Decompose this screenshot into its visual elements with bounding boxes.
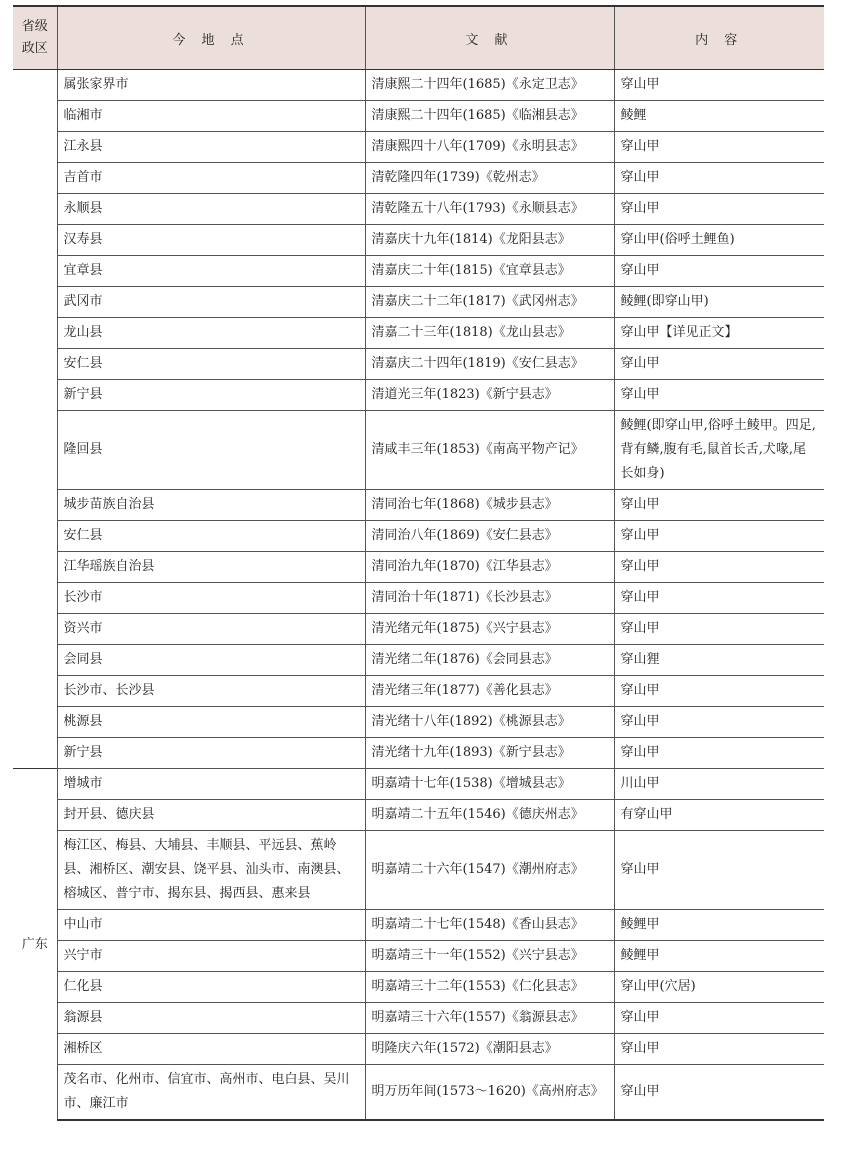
doc-cell: 清嘉庆十九年(1814)《龙阳县志》 bbox=[365, 225, 614, 256]
table-row bbox=[13, 769, 824, 800]
content-cell: 穿山甲 bbox=[614, 349, 824, 380]
content-cell: 穿山甲 bbox=[614, 831, 824, 910]
place-cell: 隆回县 bbox=[57, 411, 365, 490]
place-cell: 吉首市 bbox=[57, 163, 365, 194]
place-cell: 龙山县 bbox=[57, 318, 365, 349]
table-row bbox=[13, 521, 824, 552]
content-cell: 川山甲 bbox=[614, 769, 824, 800]
doc-cell: 清嘉二十三年(1818)《龙山县志》 bbox=[365, 318, 614, 349]
table-row bbox=[13, 490, 824, 521]
content-cell: 有穿山甲 bbox=[614, 800, 824, 831]
table-row bbox=[13, 349, 824, 380]
place-cell: 翁源县 bbox=[57, 1003, 365, 1034]
place-cell: 安仁县 bbox=[57, 521, 365, 552]
doc-cell: 清康熙二十四年(1685)《永定卫志》 bbox=[365, 70, 614, 101]
doc-cell: 清光绪元年(1875)《兴宁县志》 bbox=[365, 614, 614, 645]
content-cell: 鲮鲤 bbox=[614, 101, 824, 132]
place-cell: 资兴市 bbox=[57, 614, 365, 645]
doc-cell: 清嘉庆二十年(1815)《宜章县志》 bbox=[365, 256, 614, 287]
place-cell: 中山市 bbox=[57, 910, 365, 941]
place-cell: 武冈市 bbox=[57, 287, 365, 318]
place-cell: 新宁县 bbox=[57, 738, 365, 769]
table-row bbox=[13, 1003, 824, 1034]
content-cell: 穿山甲 bbox=[614, 1034, 824, 1065]
doc-cell: 明嘉靖三十二年(1553)《仁化县志》 bbox=[365, 972, 614, 1003]
table-row bbox=[13, 800, 824, 831]
table-row bbox=[13, 101, 824, 132]
place-cell: 江永县 bbox=[57, 132, 365, 163]
place-cell: 临湘市 bbox=[57, 101, 365, 132]
content-cell: 穿山甲 bbox=[614, 707, 824, 738]
place-cell: 会同县 bbox=[57, 645, 365, 676]
content-cell: 穿山甲 bbox=[614, 256, 824, 287]
table-row bbox=[13, 910, 824, 941]
table-header bbox=[13, 6, 824, 70]
table-row bbox=[13, 287, 824, 318]
place-cell: 仁化县 bbox=[57, 972, 365, 1003]
place-cell: 江华瑶族自治县 bbox=[57, 552, 365, 583]
table-row bbox=[13, 380, 824, 411]
province-cell: 广东 bbox=[13, 769, 57, 1121]
doc-cell: 清同治十年(1871)《长沙县志》 bbox=[365, 583, 614, 614]
content-cell: 穿山甲 bbox=[614, 552, 824, 583]
doc-cell: 明万历年间(1573～1620)《高州府志》 bbox=[365, 1065, 614, 1121]
content-cell: 鲮鲤甲 bbox=[614, 910, 824, 941]
doc-cell: 明嘉靖三十六年(1557)《翁源县志》 bbox=[365, 1003, 614, 1034]
content-cell: 穿山甲 bbox=[614, 163, 824, 194]
place-cell: 新宁县 bbox=[57, 380, 365, 411]
content-cell: 穿山甲 bbox=[614, 194, 824, 225]
table-row bbox=[13, 738, 824, 769]
content-cell: 鲮鲤(即穿山甲,俗呼土鲮甲。四足,背有鳞,腹有毛,鼠首长舌,犬喙,尾长如身) bbox=[614, 411, 824, 490]
doc-cell: 清咸丰三年(1853)《南高平物产记》 bbox=[365, 411, 614, 490]
table-row bbox=[13, 1034, 824, 1065]
content-cell: 穿山狸 bbox=[614, 645, 824, 676]
place-cell: 属张家界市 bbox=[57, 70, 365, 101]
doc-cell: 明嘉靖二十七年(1548)《香山县志》 bbox=[365, 910, 614, 941]
doc-cell: 明嘉靖二十六年(1547)《潮州府志》 bbox=[365, 831, 614, 910]
doc-cell: 清光绪三年(1877)《善化县志》 bbox=[365, 676, 614, 707]
table-row bbox=[13, 163, 824, 194]
province-cell bbox=[13, 70, 57, 769]
table-row bbox=[13, 941, 824, 972]
doc-cell: 明嘉靖三十一年(1552)《兴宁县志》 bbox=[365, 941, 614, 972]
doc-cell: 清光绪十八年(1892)《桃源县志》 bbox=[365, 707, 614, 738]
doc-cell: 清光绪十九年(1893)《新宁县志》 bbox=[365, 738, 614, 769]
table-row bbox=[13, 552, 824, 583]
place-cell: 湘桥区 bbox=[57, 1034, 365, 1065]
place-cell: 城步苗族自治县 bbox=[57, 490, 365, 521]
doc-cell: 明嘉靖二十五年(1546)《德庆州志》 bbox=[365, 800, 614, 831]
doc-cell: 清同治九年(1870)《江华县志》 bbox=[365, 552, 614, 583]
place-cell: 茂名市、化州市、信宜市、高州市、电白县、吴川市、廉江市 bbox=[57, 1065, 365, 1121]
doc-cell: 清康熙二十四年(1685)《临湘县志》 bbox=[365, 101, 614, 132]
place-cell: 长沙市、长沙县 bbox=[57, 676, 365, 707]
table-row bbox=[13, 707, 824, 738]
content-cell: 穿山甲【详见正文】 bbox=[614, 318, 824, 349]
header-content: 内 容 bbox=[614, 6, 824, 70]
place-cell: 安仁县 bbox=[57, 349, 365, 380]
table-row bbox=[13, 831, 824, 910]
header-place: 今 地 点 bbox=[57, 6, 365, 70]
place-cell: 梅江区、梅县、大埔县、丰顺县、平远县、蕉岭县、湘桥区、潮安县、饶平县、汕头市、南澳县、榕城区、普宁市、揭东县、揭西县、惠来县 bbox=[57, 831, 365, 910]
table-row bbox=[13, 132, 824, 163]
header-province-line1: 省级 bbox=[21, 19, 48, 34]
table-row bbox=[13, 318, 824, 349]
content-cell: 穿山甲 bbox=[614, 70, 824, 101]
doc-cell: 清康熙四十八年(1709)《永明县志》 bbox=[365, 132, 614, 163]
header-province-line2: 政区 bbox=[21, 41, 48, 56]
content-cell: 穿山甲 bbox=[614, 676, 824, 707]
content-cell: 穿山甲 bbox=[614, 614, 824, 645]
place-cell: 桃源县 bbox=[57, 707, 365, 738]
content-cell: 穿山甲(穴居) bbox=[614, 972, 824, 1003]
table-row bbox=[13, 645, 824, 676]
table-row bbox=[13, 972, 824, 1003]
table-row bbox=[13, 194, 824, 225]
content-cell: 鲮鲤(即穿山甲) bbox=[614, 287, 824, 318]
doc-cell: 清乾隆五十八年(1793)《永顺县志》 bbox=[365, 194, 614, 225]
doc-cell: 清同治八年(1869)《安仁县志》 bbox=[365, 521, 614, 552]
table-row bbox=[13, 614, 824, 645]
table-body bbox=[13, 70, 824, 1121]
table-row bbox=[13, 225, 824, 256]
doc-cell: 清嘉庆二十四年(1819)《安仁县志》 bbox=[365, 349, 614, 380]
content-cell: 穿山甲 bbox=[614, 1065, 824, 1121]
place-cell: 兴宁市 bbox=[57, 941, 365, 972]
table-row bbox=[13, 583, 824, 614]
doc-cell: 明隆庆六年(1572)《潮阳县志》 bbox=[365, 1034, 614, 1065]
table-row bbox=[13, 411, 824, 490]
place-cell: 封开县、德庆县 bbox=[57, 800, 365, 831]
doc-cell: 清嘉庆二十二年(1817)《武冈州志》 bbox=[365, 287, 614, 318]
content-cell: 穿山甲 bbox=[614, 380, 824, 411]
content-cell: 鲮鲤甲 bbox=[614, 941, 824, 972]
doc-cell: 清同治七年(1868)《城步县志》 bbox=[365, 490, 614, 521]
content-cell: 穿山甲 bbox=[614, 583, 824, 614]
table-row bbox=[13, 676, 824, 707]
content-cell: 穿山甲 bbox=[614, 1003, 824, 1034]
data-table bbox=[13, 5, 824, 1121]
table-row bbox=[13, 70, 824, 101]
doc-cell: 清道光三年(1823)《新宁县志》 bbox=[365, 380, 614, 411]
content-cell: 穿山甲 bbox=[614, 132, 824, 163]
doc-cell: 清光绪二年(1876)《会同县志》 bbox=[365, 645, 614, 676]
content-cell: 穿山甲(俗呼土鲤鱼) bbox=[614, 225, 824, 256]
doc-cell: 明嘉靖十七年(1538)《增城县志》 bbox=[365, 769, 614, 800]
place-cell: 永顺县 bbox=[57, 194, 365, 225]
place-cell: 宜章县 bbox=[57, 256, 365, 287]
place-cell: 长沙市 bbox=[57, 583, 365, 614]
content-cell: 穿山甲 bbox=[614, 521, 824, 552]
header-province bbox=[13, 6, 57, 70]
place-cell: 增城市 bbox=[57, 769, 365, 800]
content-cell: 穿山甲 bbox=[614, 738, 824, 769]
table-row bbox=[13, 256, 824, 287]
content-cell: 穿山甲 bbox=[614, 490, 824, 521]
table-row bbox=[13, 1065, 824, 1121]
place-cell: 汉寿县 bbox=[57, 225, 365, 256]
doc-cell: 清乾隆四年(1739)《乾州志》 bbox=[365, 163, 614, 194]
header-document: 文 献 bbox=[365, 6, 614, 70]
